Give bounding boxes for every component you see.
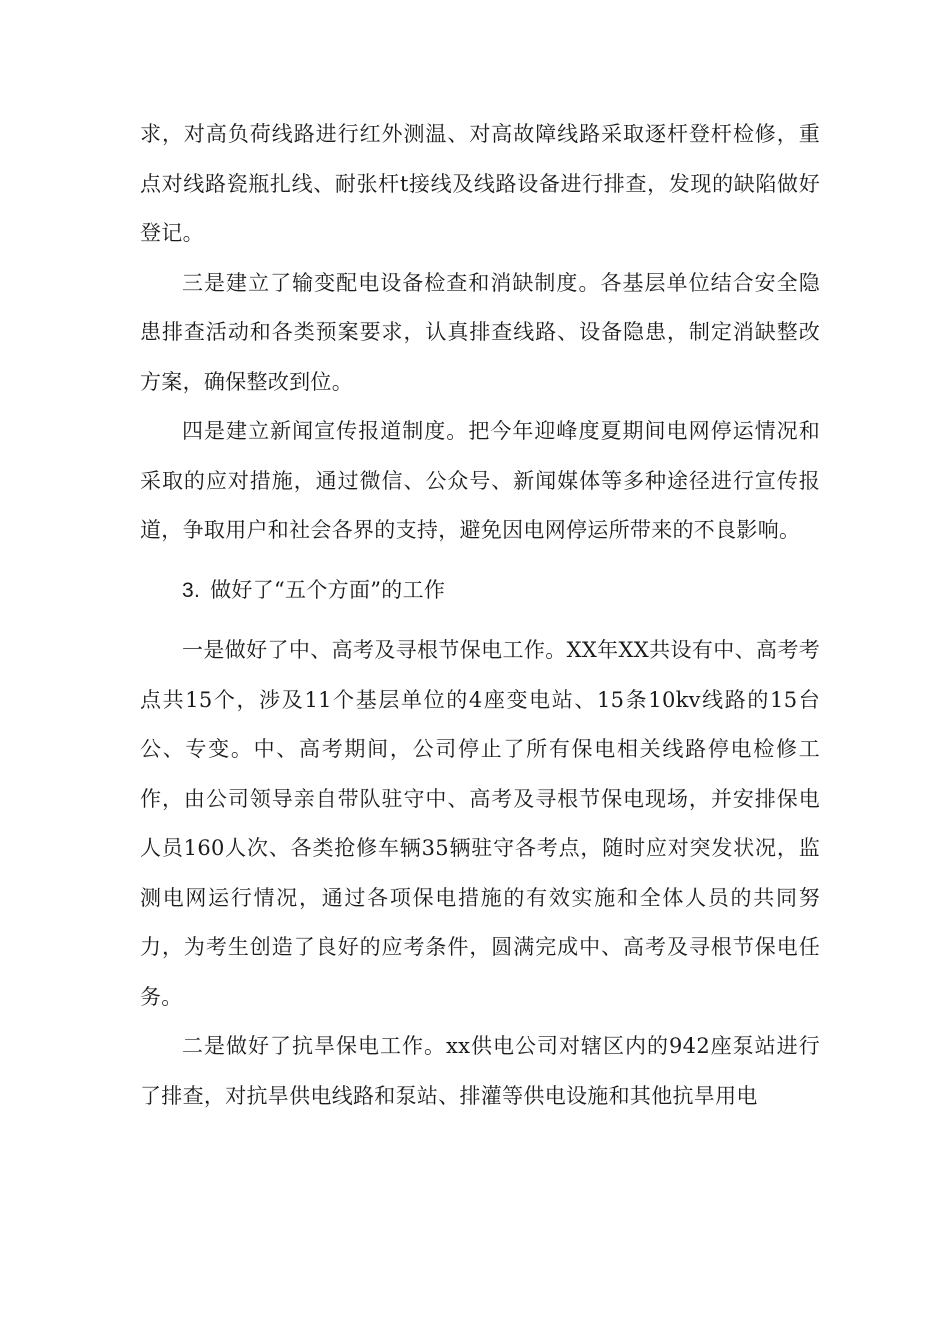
- section-heading-number: 3.: [182, 578, 201, 602]
- paragraph-three: 三是建立了输变配电设备检查和消缺制度。各基层单位结合安全隐患排查活动和各类预案要求，认真排查线路、设备隐患，制定消缺整改方案，确保整改到位。: [140, 270, 820, 394]
- document-page: [140, 110, 820, 1121]
- section-heading-text: 做好了“五个方面”的工作: [210, 577, 446, 602]
- paragraph-two: 二是做好了抗旱保电工作。xx供电公司对辖区内的942座泵站进行了排查，对抗旱供电线路和泵站、排灌等供电设施和其他抗旱用电: [140, 1034, 820, 1108]
- paragraph-four: 四是建立新闻宣传报道制度。把今年迎峰度夏期间电网停运情况和采取的应对措施，通过微信、公众号、新闻媒体等多种途径进行宣传报道，争取用户和社会各界的支持，避免因电网停运所带来的不良影响。: [140, 419, 820, 542]
- paragraph-one: 一是做好了中、高考及寻根节保电工作。XX年XX共设有中、高考考点共15个，涉及11个基层单位的4座变电站、15条10kv线路的15台公、专变。中、高考期间，公司停止了所有保电相关线路停电检修工作，由公司领导亲自带队驻守中、高考及寻根节保电现场，并安排保电人员160人次、各类抢修车辆35辆驻守各考点，随时应对突发状况，监测电网运行情况，通过各项保电措施的有效实施和全体人员的共同努力，为考生创造了良好的应考条件，圆满完成中、高考及寻根节保电任务。: [140, 638, 820, 1009]
- paragraph-continuation: 求，对高负荷线路进行红外测温、对高故障线路采取逐杆登杆检修，重点对线路瓷瓶扎线、耐张杆t接线及线路设备进行排查，发现的缺陷做好登记。: [140, 122, 820, 245]
- section-heading: [140, 566, 820, 616]
